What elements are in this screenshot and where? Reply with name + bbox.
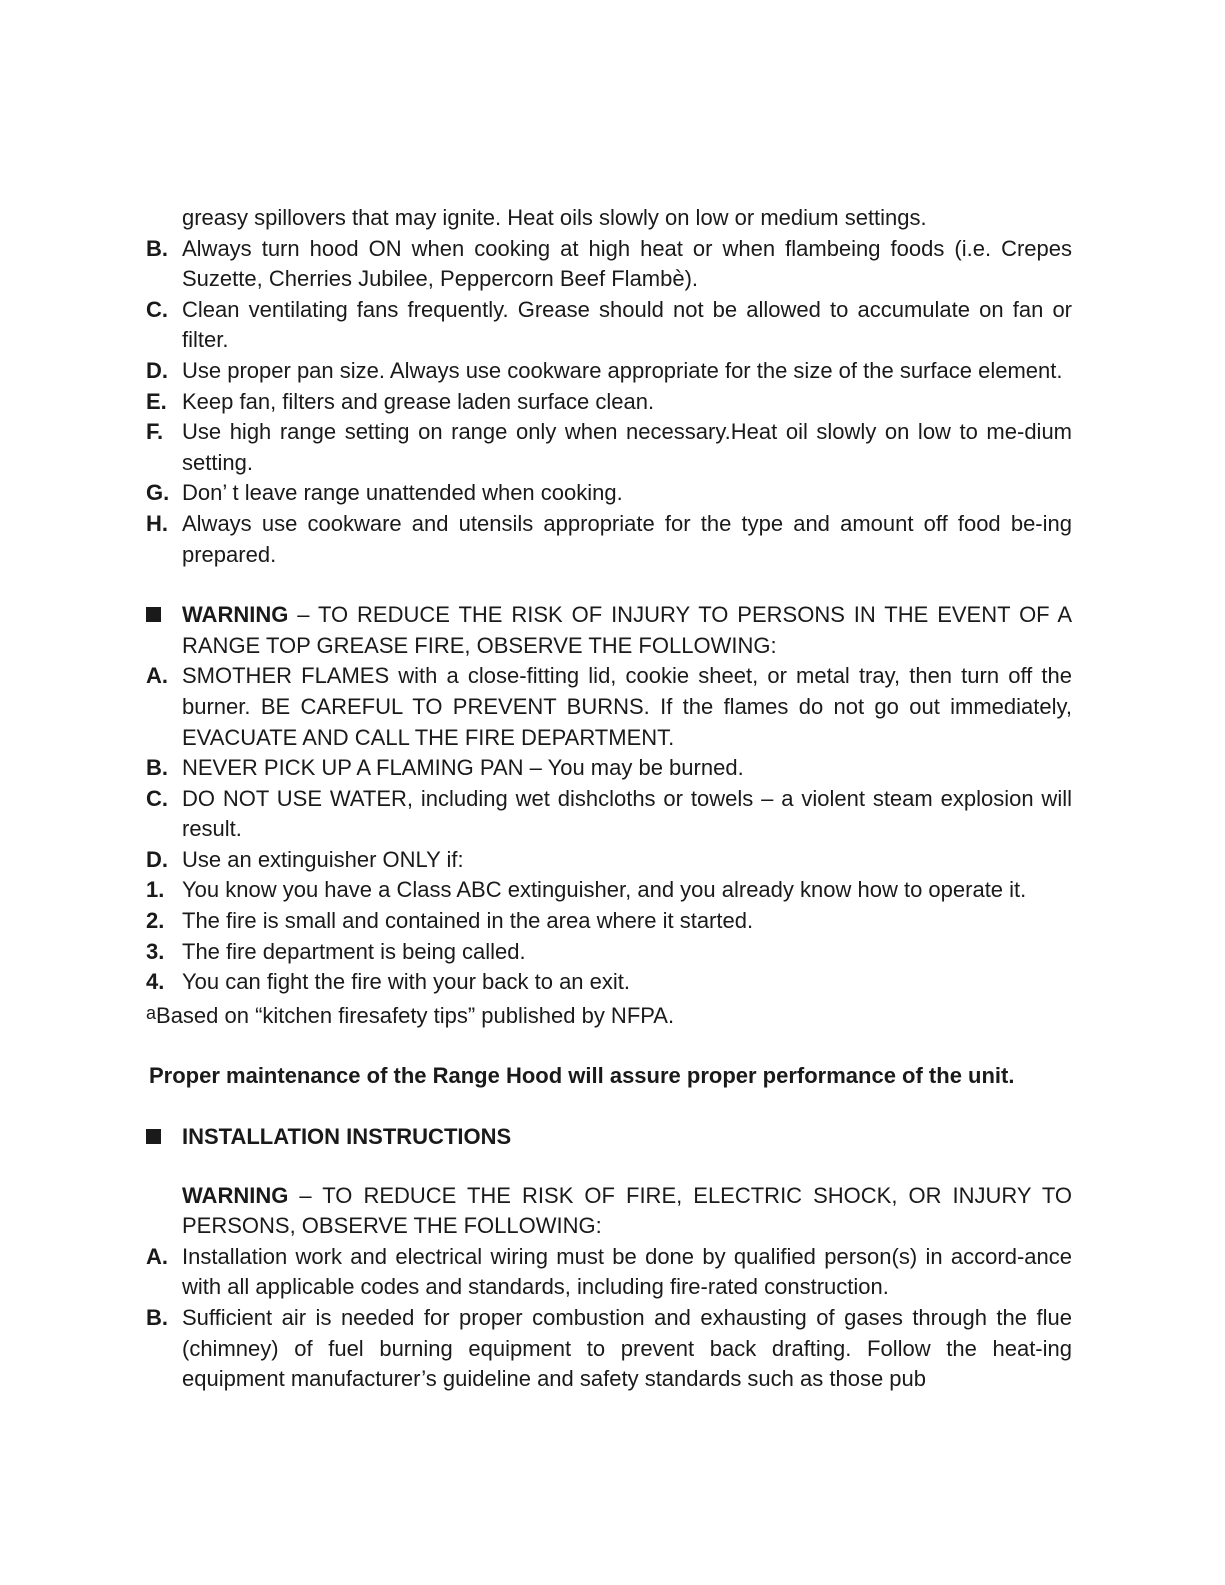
section-heading — [146, 1122, 1072, 1153]
item-label: H. — [146, 510, 168, 536]
item-label: A. — [146, 1243, 168, 1269]
list-item — [146, 753, 1072, 784]
item-text: Don’ t leave range unattended when cooking. — [182, 480, 623, 506]
list-item — [146, 295, 1072, 356]
item-label: 1. — [146, 877, 165, 903]
warning-text: – TO REDUCE THE RISK OF FIRE, ELECTRIC SHOCK, OR INJURY TO PERSONS, OBSERVE THE FOLLOWING: — [182, 1182, 1072, 1239]
list-item — [146, 784, 1072, 845]
item-label: B. — [146, 235, 168, 261]
item-text: You can fight the fire with your back to an exit. — [182, 969, 631, 995]
warning-text: – TO REDUCE THE RISK OF INJURY TO PERSONS IN THE EVENT OF A RANGE TOP GREASE FIRE, OBSERVE THE FOLLOWING: — [182, 602, 1072, 658]
item-label: C. — [146, 785, 168, 811]
item-text: The fire is small and contained in the area where it started. — [182, 908, 754, 934]
square-bullet-icon — [146, 607, 161, 622]
list-item — [146, 967, 1072, 998]
list-item — [146, 661, 1072, 753]
list-item — [146, 937, 1072, 968]
item-text: Sufficient air is needed for proper combustion and exhausting of gases through the flue (chimney) of fuel burning equipment to prevent back drafting. Follow the heat-ing equipment manufacturer’s guideline and safety standards such as those pub — [182, 1305, 1072, 1392]
item-label: C. — [146, 296, 168, 322]
item-label: A. — [146, 663, 168, 689]
list-continuation: greasy spillovers that may ignite. Heat oils slowly on low or medium settings. — [182, 205, 927, 230]
footnote-marker: a — [146, 1002, 157, 1023]
list-item — [146, 906, 1072, 937]
item-text: SMOTHER FLAMES with a close-fitting lid, cookie sheet, or metal tray, then turn off the burner. BE CAREFUL TO PREVENT BURNS. If the flames do not go out immediately, EVACUATE AND CALL THE FIRE DEPARTMENT. — [182, 663, 1072, 750]
item-text: DO NOT USE WATER, including wet dishcloths or towels – a violent steam explosion will result. — [182, 785, 1072, 842]
item-label: 3. — [146, 938, 165, 964]
square-bullet-icon — [146, 1129, 161, 1144]
maintenance-statement: Proper maintenance of the Range Hood will assure proper performance of the unit. — [149, 1063, 1015, 1089]
list-item — [146, 1303, 1072, 1395]
list-item — [146, 234, 1072, 295]
item-text: Use proper pan size. Always use cookware appropriate for the size of the surface element. — [182, 357, 1063, 383]
warning-label: WARNING — [182, 1182, 289, 1208]
footnote — [146, 998, 1072, 1032]
list-item — [146, 1242, 1072, 1303]
item-text: NEVER PICK UP A FLAMING PAN – You may be burned. — [182, 755, 744, 781]
item-label: E. — [146, 388, 167, 414]
list-item — [146, 509, 1072, 570]
list-item — [146, 417, 1072, 478]
item-text: Installation work and electrical wiring must be done by qualified person(s) in accord-ance with all applicable codes and standards, including fire-rated construction. — [182, 1243, 1072, 1300]
item-label: D. — [146, 357, 168, 383]
item-label: F. — [146, 419, 164, 445]
item-text: The fire department is being called. — [182, 938, 526, 964]
item-text: You know you have a Class ABC extinguisher, and you already know how to operate it. — [182, 877, 1027, 903]
item-label: B. — [146, 1305, 168, 1330]
item-text: Always turn hood ON when cooking at high heat or when flambeing foods (i.e. Crepes Suzette, Cherries Jubilee, Peppercorn Beef Flambè). — [182, 235, 1072, 292]
item-label: G. — [146, 480, 170, 506]
item-label: B. — [146, 755, 168, 781]
item-text: Always use cookware and utensils appropriate for the type and amount off food be-ing prepared. — [182, 510, 1072, 567]
list-item — [146, 387, 1072, 418]
list-item — [146, 203, 1072, 234]
warning-label: WARNING — [182, 602, 289, 628]
item-label: D. — [146, 846, 168, 872]
warning-block — [146, 1181, 1072, 1242]
item-text: Use an extinguisher ONLY if: — [182, 846, 464, 872]
item-label: 4. — [146, 969, 165, 995]
item-text: Clean ventilating fans frequently. Grease should not be allowed to accumulate on fan or filter. — [182, 296, 1072, 353]
list-item — [146, 845, 1072, 876]
item-label: 2. — [146, 908, 165, 934]
item-text: Use high range setting on range only when necessary.Heat oil slowly on low to me-dium setting. — [182, 419, 1072, 475]
document-page — [146, 203, 1072, 1395]
installation-heading: INSTALLATION INSTRUCTIONS — [182, 1124, 512, 1150]
item-text: Keep fan, filters and grease laden surface clean. — [182, 388, 655, 414]
list-item — [146, 356, 1072, 387]
list-item — [146, 478, 1072, 509]
footnote-text: Based on “kitchen firesafety tips” published by NFPA. — [156, 1002, 675, 1028]
list-item — [146, 875, 1072, 906]
warning-block — [146, 600, 1072, 661]
